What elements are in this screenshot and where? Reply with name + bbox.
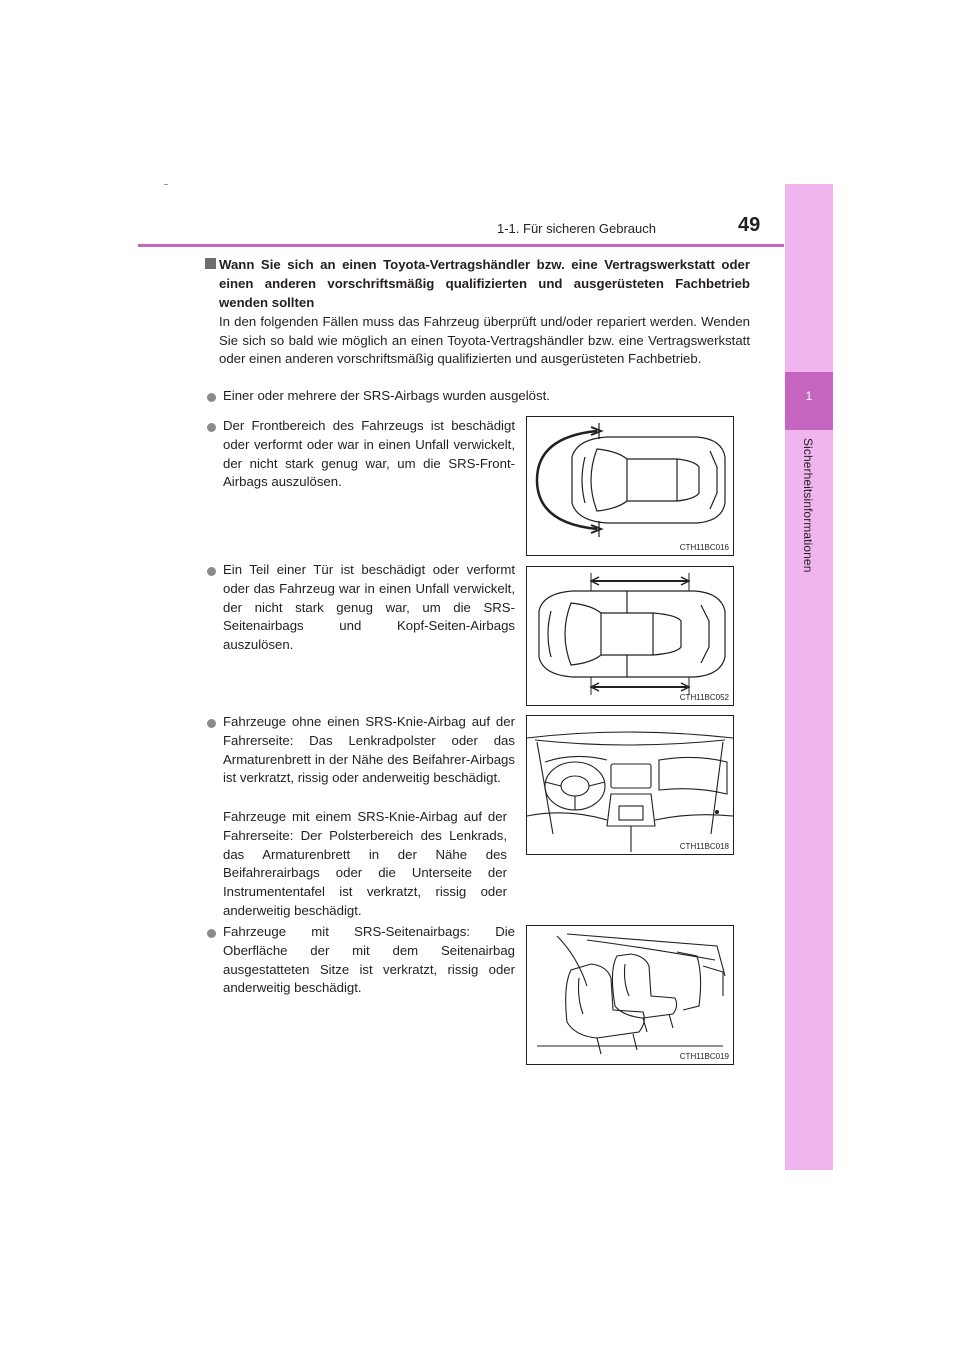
- bullet-text: Ein Teil einer Tür ist beschädigt oder verformt oder das Fahrzeug war in einen Unfall verwickelt, der nicht stark genug war, um die SRS-Seitenairbags und Kopf-Seiten-Airbags auszulösen.: [223, 562, 515, 653]
- chapter-number: 1: [805, 389, 813, 403]
- crop-mark: [164, 184, 168, 185]
- car-top-view-front-illustration: [527, 417, 733, 555]
- figure-code: CTH11BC016: [679, 543, 729, 552]
- page-number: 49: [738, 214, 761, 236]
- figure-code: CTH11BC052: [679, 693, 729, 702]
- dashboard-illustration: [527, 716, 733, 854]
- chapter-sidebar: [785, 184, 833, 1170]
- chapter-label: Sicherheitsinformationen: [801, 438, 815, 573]
- bullet-text: Der Frontbereich des Fahrzeugs ist beschädigt oder verformt oder war in einen Unfall verwickelt, der nicht stark genug war, um die SRS-Front-Airbags auszulösen.: [223, 418, 515, 490]
- figure-dashboard: [526, 715, 734, 855]
- header-rule: [138, 244, 784, 247]
- bullet-text: Fahrzeuge ohne einen SRS-Knie-Airbag auf der Fahrerseite: Das Lenkradpolster oder das Armaturenbrett in der Nähe des Beifahrer-Airbags ist verkratzt, rissig oder anderweitig beschädigt.: [223, 714, 515, 786]
- bullet-text: Fahrzeuge mit SRS-Seitenairbags: Die Oberfläche der mit dem Seitenairbag ausgestatteten Sitze ist verkratzt, rissig oder anderweitig beschädigt.: [223, 924, 515, 996]
- car-top-view-side-illustration: [527, 567, 733, 705]
- section-title: 1-1. Für sicheren Gebrauch: [497, 221, 656, 236]
- square-bullet-icon: [205, 258, 216, 269]
- figure-door-damage: [526, 566, 734, 706]
- bullet-text-secondary: Fahrzeuge mit einem SRS-Knie-Airbag auf der Fahrerseite: Der Polsterbereich des Lenkrads, das Armaturenbrett in der Nähe des Beifahrerairbags oder die Unterseite der Instrumententafel ist verkratzt, rissig oder anderweitig beschädigt.: [223, 809, 507, 918]
- intro-paragraph: In den folgenden Fällen muss das Fahrzeug überprüft und/oder repariert werden. Wenden Sie sich so bald wie möglich an einen Toyota-Vertragshändler bzw. eine Vertragswerkstatt oder einen anderen vorschriftsmäßig qualifizierten und ausgerüsteten Fachbetrieb.: [219, 314, 750, 366]
- figure-front-damage: [526, 416, 734, 556]
- section-heading: Wann Sie sich an einen Toyota-Vertragshändler bzw. eine Vertragswerkstatt oder einen anderen vorschriftsmäßig qualifizierten und ausgerüsteten Fachbetrieb wenden sollten: [219, 257, 750, 310]
- bullet-icon: [207, 567, 216, 576]
- bullet-icon: [207, 929, 216, 938]
- bullet-icon: [207, 393, 216, 402]
- figure-code: CTH11BC018: [679, 842, 729, 851]
- figure-code: CTH11BC019: [679, 1052, 729, 1061]
- bullet-icon: [207, 423, 216, 432]
- figure-seats: [526, 925, 734, 1065]
- bullet-icon: [207, 719, 216, 728]
- side-airbag-seats-illustration: [527, 926, 733, 1064]
- bullet-text: Einer oder mehrere der SRS-Airbags wurden ausgelöst.: [223, 388, 550, 403]
